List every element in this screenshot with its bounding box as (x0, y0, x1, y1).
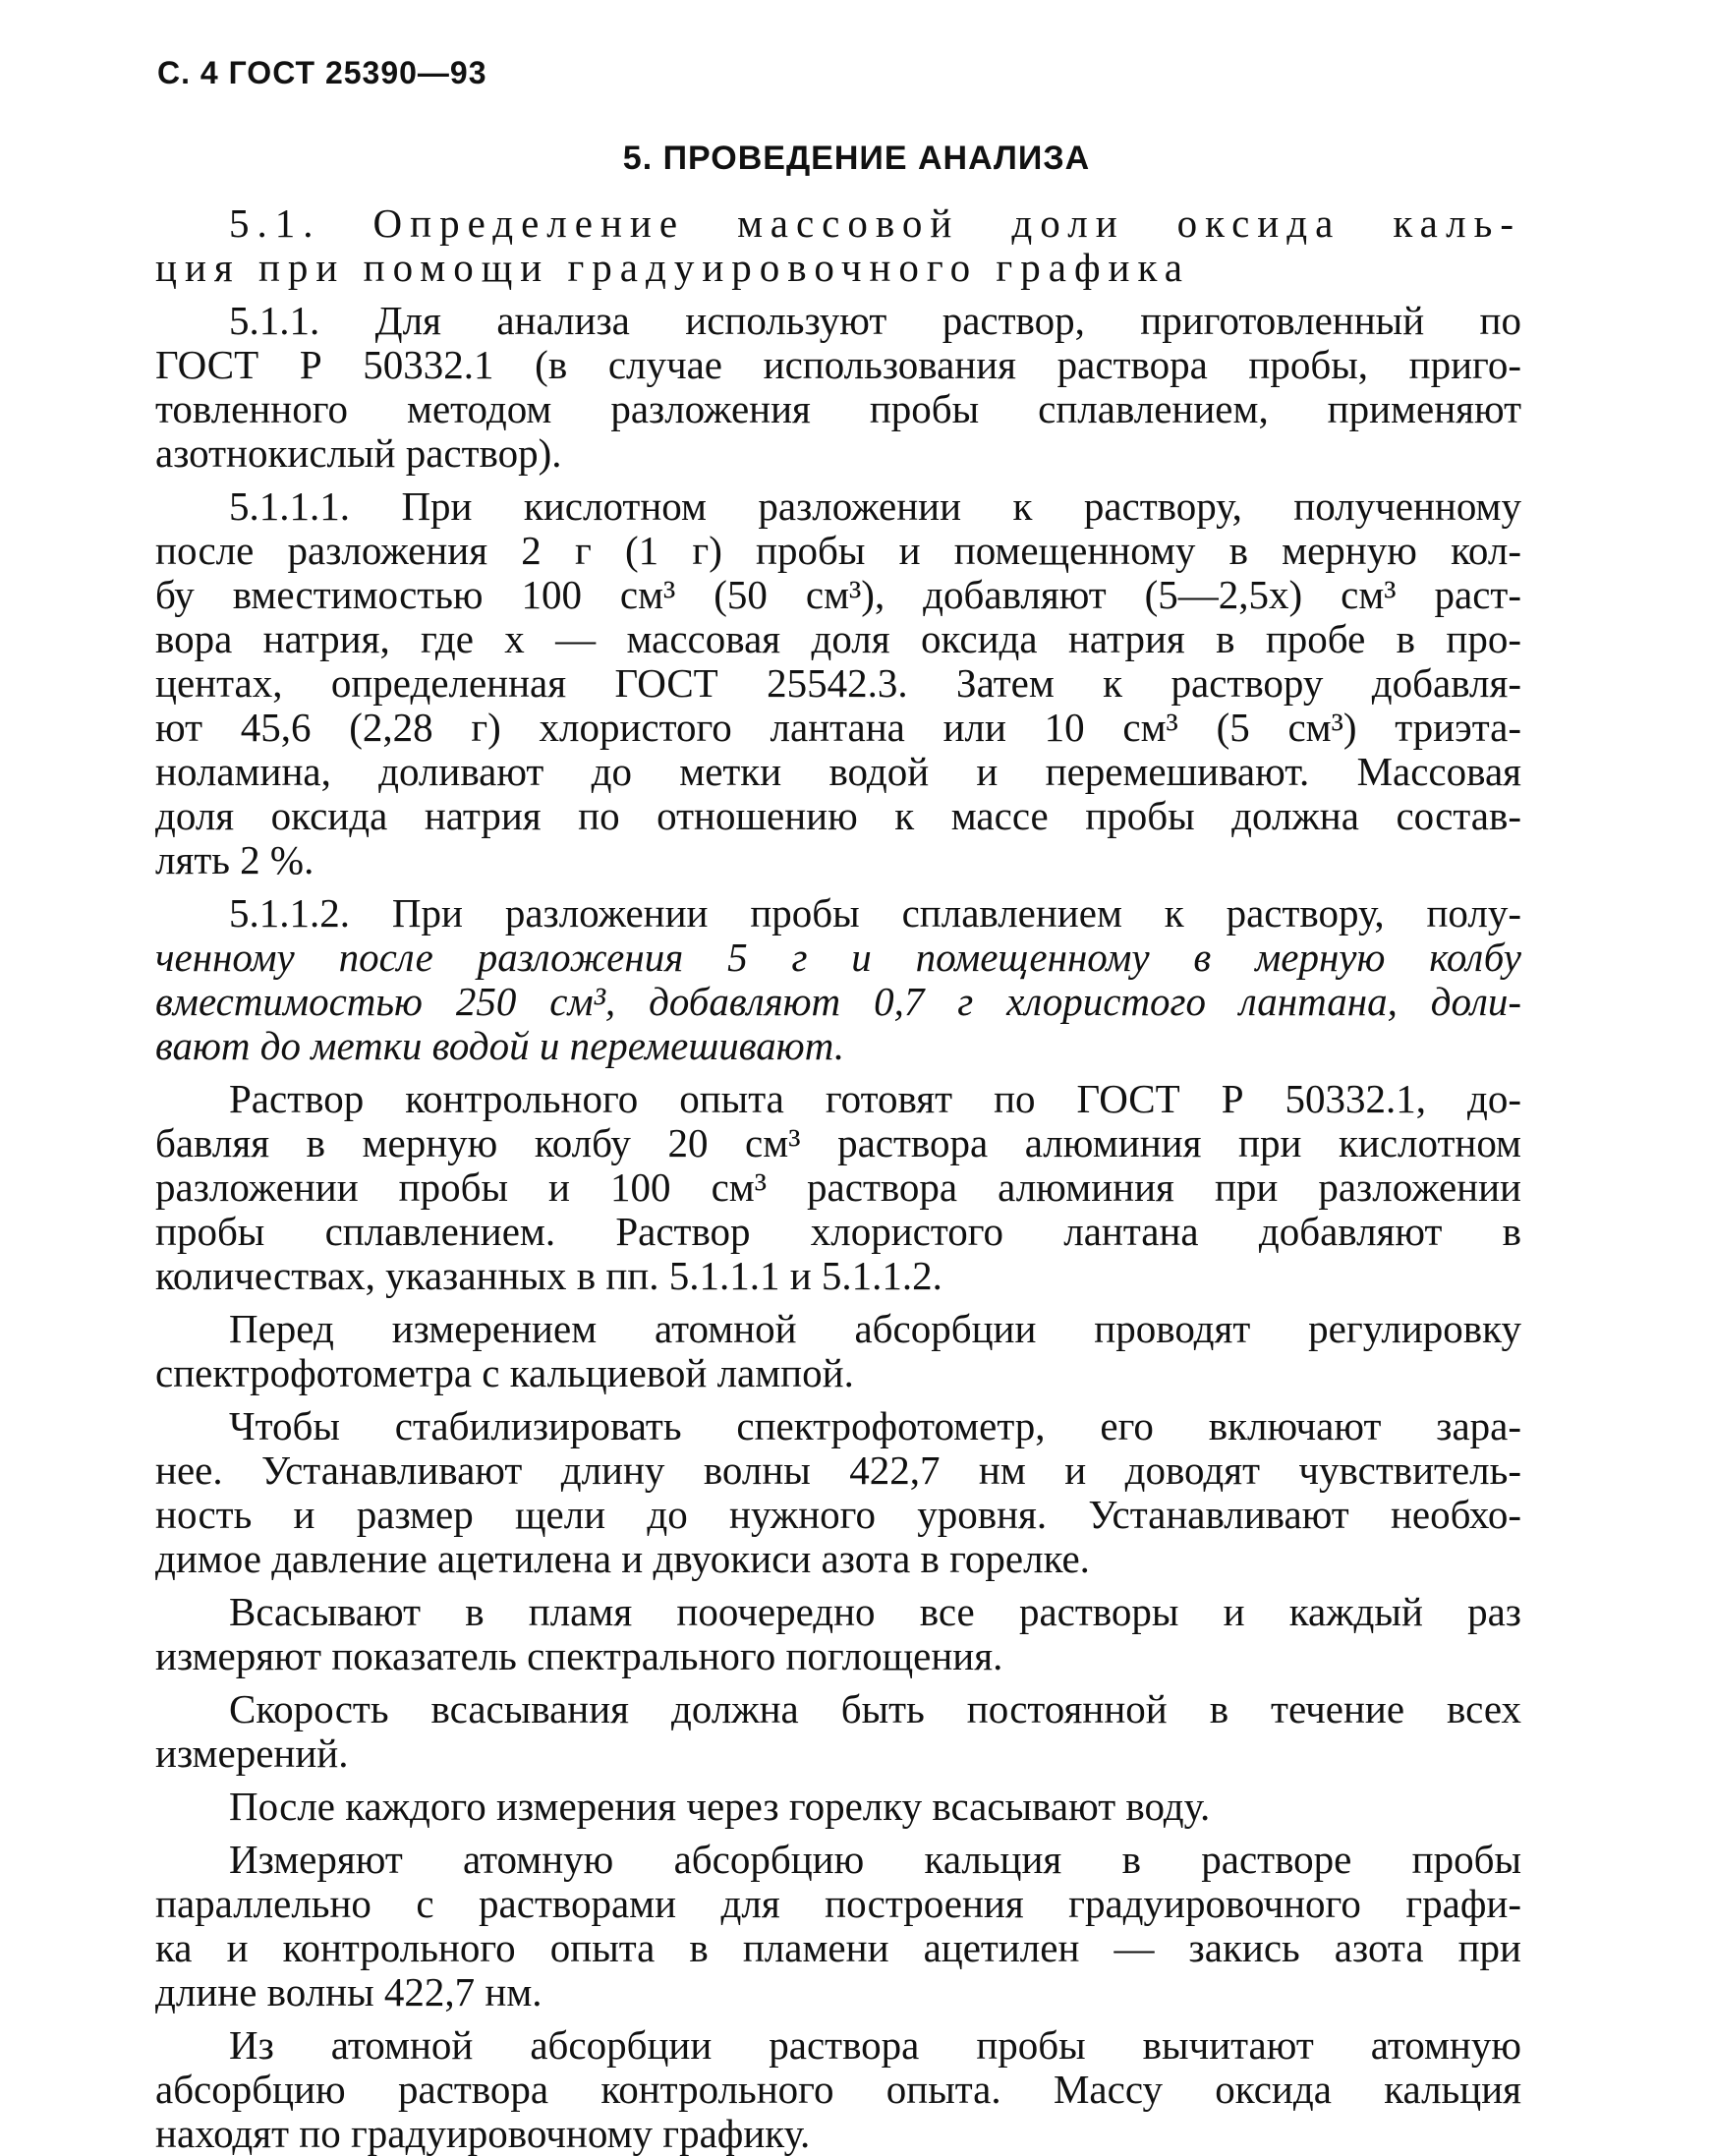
text-line: измерений. (155, 1730, 349, 1776)
text-line: ноламина, доливают до метки водой и перемешивают. Массовая (155, 749, 1521, 794)
text-line: вместимостью 250 см³, добавляют 0,7 г хлористого лантана, доли- (155, 979, 1521, 1024)
text-line: Чтобы стабилизировать спектрофотометр, его включают зара- (229, 1403, 1521, 1448)
text-line: ченному после разложения 5 г и помещенному в мерную колбу (155, 935, 1521, 980)
text-line: параллельно с растворами для построения градуировочного графи- (155, 1881, 1521, 1926)
text-line: доля оксида натрия по отношению к массе пробы должна состав- (155, 793, 1521, 838)
text-line: 5.1.1.2. При разложении пробы сплавлением к раствору, полу- (229, 890, 1521, 936)
text-line: вают до метки водой и перемешивают. (155, 1023, 845, 1068)
text-line: спектрофотометра с кальциевой лампой. (155, 1350, 854, 1395)
text-line: Измеряют атомную абсорбцию кальция в растворе пробы (229, 1837, 1521, 1882)
text-line: ция при помощи градуировочного графика (155, 245, 1190, 290)
text-line: находят по градуировочному графику. (155, 2111, 811, 2156)
text-line: димое давление ацетилена и двуокиси азота в горелке. (155, 1536, 1090, 1581)
text-line: 5.1.1. Для анализа используют раствор, приготовленный по (229, 298, 1521, 343)
text-line: бу вместимостью 100 см³ (50 см³), добавляют (5—2,5x) см³ раст- (155, 572, 1521, 617)
text-line: вора натрия, где x — массовая доля оксида натрия в пробе в про- (155, 616, 1521, 661)
text-line: бавляя в мерную колбу 20 см³ раствора алюминия при кислотном (155, 1120, 1521, 1165)
text-line: лять 2 %. (155, 837, 314, 882)
text-line: нее. Устанавливают длину волны 422,7 нм и доводят чувствитель- (155, 1447, 1521, 1493)
text-line: пробы сплавлением. Раствор хлористого лантана добавляют в (155, 1209, 1521, 1254)
text-line: 5.1. Определение массовой доли оксида каль- (229, 200, 1521, 246)
text-line: после разложения 2 г (1 г) пробы и помещенному в мерную кол- (155, 528, 1521, 573)
text-line: центах, определенная ГОСТ 25542.3. Затем к раствору добавля- (155, 660, 1521, 706)
text-line: ка и контрольного опыта в пламени ацетилен — закись азота при (155, 1925, 1521, 1970)
text-line: товленного методом разложения пробы сплавлением, применяют (155, 386, 1521, 431)
text-line: азотнокислый раствор). (155, 430, 562, 476)
text-line: ют 45,6 (2,28 г) хлористого лантана или 10 см³ (5 см³) триэта- (155, 705, 1521, 750)
text-line: абсорбцию раствора контрольного опыта. Массу оксида кальция (155, 2067, 1521, 2112)
text-line: разложении пробы и 100 см³ раствора алюминия при разложении (155, 1164, 1521, 1210)
text-line: Всасывают в пламя поочередно все растворы и каждый раз (229, 1589, 1521, 1634)
document-body (155, 201, 1521, 2156)
text-line: 5.1.1.1. При кислотном разложении к раствору, полученному (229, 483, 1521, 529)
text-line: Раствор контрольного опыта готовят по ГОСТ Р 50332.1, до- (229, 1076, 1521, 1121)
text-line: Скорость всасывания должна быть постоянной в течение всех (229, 1686, 1521, 1731)
text-line: длине волны 422,7 нм. (155, 1969, 542, 2014)
text-line: Перед измерением атомной абсорбции проводят регулировку (229, 1306, 1521, 1351)
page-header: С. 4 ГОСТ 25390—93 (157, 55, 487, 90)
section-title: 5. ПРОВЕДЕНИЕ АНАЛИЗА (622, 140, 1091, 177)
text-line: ГОСТ Р 50332.1 (в случае использования раствора пробы, приго- (155, 342, 1521, 387)
text-line: ность и размер щели до нужного уровня. Устанавливают необхо- (155, 1492, 1521, 1537)
text-line: Из атомной абсорбции раствора пробы вычитают атомную (229, 2022, 1521, 2068)
text-line: количествах, указанных в пп. 5.1.1.1 и 5.1.1.2. (155, 1253, 942, 1298)
text-line: измеряют показатель спектрального поглощения. (155, 1633, 1003, 1678)
text-line: После каждого измерения через горелку всасывают воду. (229, 1784, 1211, 1829)
